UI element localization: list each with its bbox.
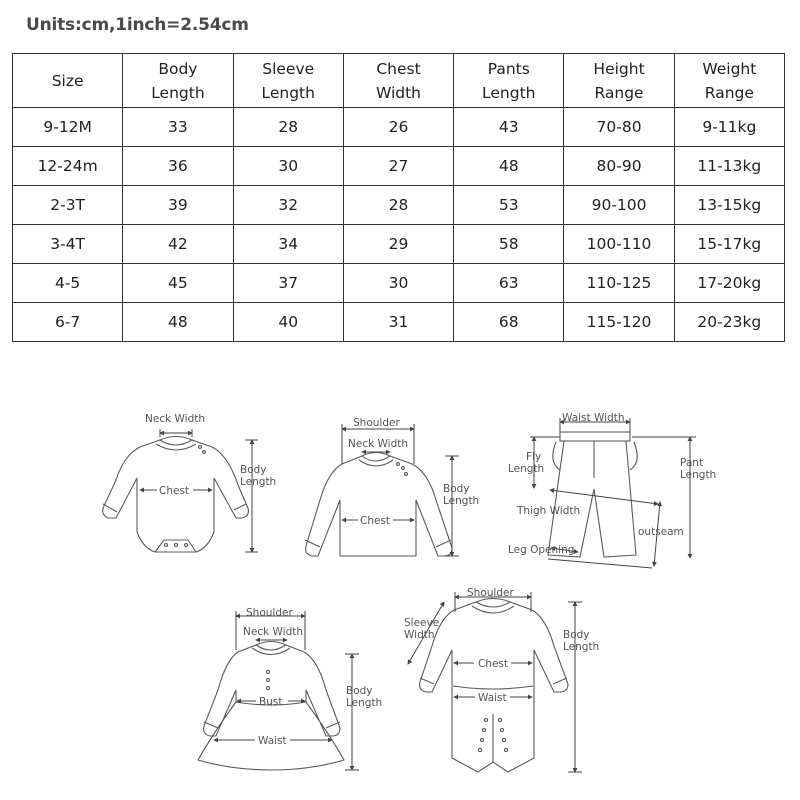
- romper-waist-label: Waist: [478, 692, 507, 704]
- header-chest-width: [343, 54, 453, 108]
- table-cell: 17-20kg: [674, 264, 784, 303]
- table-cell: 48: [454, 147, 564, 186]
- table-cell: 9-12M: [13, 108, 123, 147]
- table-cell: 80-90: [564, 147, 674, 186]
- table-cell: 33: [123, 108, 233, 147]
- romper-sleeve-width-label: Width: [404, 629, 435, 641]
- header-label: Length: [261, 83, 315, 102]
- shirt-neck-width-label: Neck Width: [348, 438, 409, 450]
- table-cell: 36: [123, 147, 233, 186]
- bodysuit-length-label: Length: [240, 476, 277, 488]
- table-cell: 30: [343, 264, 453, 303]
- romper-diagram: [404, 587, 599, 772]
- table-cell: 4-5: [13, 264, 123, 303]
- dress-bust-label: Bust: [259, 696, 283, 708]
- table-cell: 15-17kg: [674, 225, 784, 264]
- table-cell: 68: [454, 303, 564, 342]
- table-cell: 9-11kg: [674, 108, 784, 147]
- bodysuit-diagram: [103, 413, 277, 552]
- table-cell: 30: [233, 147, 343, 186]
- bodysuit-neck-width-label: Neck Width: [145, 413, 206, 425]
- pants-diagram: [508, 412, 716, 568]
- table-cell: 63: [454, 264, 564, 303]
- header-label: Length: [151, 83, 205, 102]
- table-cell: 32: [233, 186, 343, 225]
- header-label: Range: [704, 83, 754, 102]
- header-label: Length: [482, 83, 536, 102]
- size-chart-table: [12, 53, 785, 342]
- header-label: Weight: [702, 59, 757, 78]
- table-cell: 26: [343, 108, 453, 147]
- shirt-length-label: Length: [443, 495, 480, 507]
- table-cell: 31: [343, 303, 453, 342]
- table-cell: 40: [233, 303, 343, 342]
- table-row: [13, 147, 785, 186]
- romper-body-label: Body: [563, 629, 590, 641]
- table-cell: 53: [454, 186, 564, 225]
- table-cell: 42: [123, 225, 233, 264]
- table-cell: 3-4T: [13, 225, 123, 264]
- table-cell: 100-110: [564, 225, 674, 264]
- header-label: Range: [594, 83, 644, 102]
- header-label: Sleeve: [262, 59, 315, 78]
- table-cell: 12-24m: [13, 147, 123, 186]
- units-note: Units:cm,1inch=2.54cm: [26, 15, 249, 35]
- header-label: Chest: [376, 59, 421, 78]
- table-cell: 43: [454, 108, 564, 147]
- table-cell: 90-100: [564, 186, 674, 225]
- table-cell: 20-23kg: [674, 303, 784, 342]
- dress-diagram: [198, 607, 382, 770]
- measurement-diagrams: [0, 395, 800, 800]
- bodysuit-chest-label: Chest: [159, 485, 190, 497]
- table-cell: 115-120: [564, 303, 674, 342]
- header-label: Size: [51, 71, 84, 90]
- table-cell: 34: [233, 225, 343, 264]
- table-cell: 110-125: [564, 264, 674, 303]
- table-row: [13, 225, 785, 264]
- header-label: Body: [158, 59, 198, 78]
- table-cell: 13-15kg: [674, 186, 784, 225]
- pants-pant-length-label: Length: [680, 469, 717, 481]
- table-cell: 45: [123, 264, 233, 303]
- table-cell: 39: [123, 186, 233, 225]
- table-row: [13, 186, 785, 225]
- romper-sleeve-label: Sleeve: [404, 617, 440, 629]
- table-cell: 28: [343, 186, 453, 225]
- pants-outline: [548, 432, 637, 557]
- table-cell: 27: [343, 147, 453, 186]
- table-row: [13, 108, 785, 147]
- bodysuit-body-label: Body: [240, 464, 267, 476]
- header-size: [13, 54, 123, 108]
- pants-fly-label: Fly: [526, 451, 542, 463]
- table-header-row: [13, 54, 785, 108]
- header-label: Width: [375, 83, 421, 102]
- shirt-body-label: Body: [443, 483, 470, 495]
- pants-pant-label: Pant: [680, 457, 704, 469]
- header-pants-length: [454, 54, 564, 108]
- pants-leg-opening-label: Leg Opening: [508, 544, 575, 556]
- shirt-chest-label: Chest: [360, 515, 391, 527]
- shirt-shoulder-label: Shoulder: [353, 417, 400, 429]
- romper-shoulder-label: Shoulder: [467, 587, 514, 599]
- header-label: Height: [593, 59, 645, 78]
- table-cell: 48: [123, 303, 233, 342]
- shirt-outline: [305, 453, 452, 557]
- header-sleeve-length: [233, 54, 343, 108]
- pants-thigh-width-label: Thigh Width: [517, 505, 581, 517]
- romper-outline: [420, 599, 568, 773]
- header-label: Pants: [487, 59, 530, 78]
- table-cell: 58: [454, 225, 564, 264]
- table-cell: 70-80: [564, 108, 674, 147]
- table-row: [13, 264, 785, 303]
- romper-length-label: Length: [563, 641, 600, 653]
- header-body-length: [123, 54, 233, 108]
- dress-body-label: Body: [346, 685, 373, 697]
- shirt-diagram: [305, 417, 479, 556]
- dress-length-label: Length: [346, 697, 383, 709]
- header-height-range: [564, 54, 674, 108]
- dress-waist-label: Waist: [258, 735, 287, 747]
- table-cell: 29: [343, 225, 453, 264]
- table-cell: 11-13kg: [674, 147, 784, 186]
- dress-neck-width-label: Neck Width: [243, 626, 304, 638]
- pants-waist-width-label: Waist Width: [562, 412, 625, 424]
- table-cell: 37: [233, 264, 343, 303]
- pants-fly-length-label: Length: [508, 463, 545, 475]
- pants-outseam-label: outseam: [638, 526, 684, 538]
- table-cell: 6-7: [13, 303, 123, 342]
- header-weight-range: [674, 54, 784, 108]
- table-cell: 2-3T: [13, 186, 123, 225]
- table-row: [13, 303, 785, 342]
- table-cell: 28: [233, 108, 343, 147]
- dress-shoulder-label: Shoulder: [246, 607, 293, 619]
- romper-chest-label: Chest: [478, 658, 509, 670]
